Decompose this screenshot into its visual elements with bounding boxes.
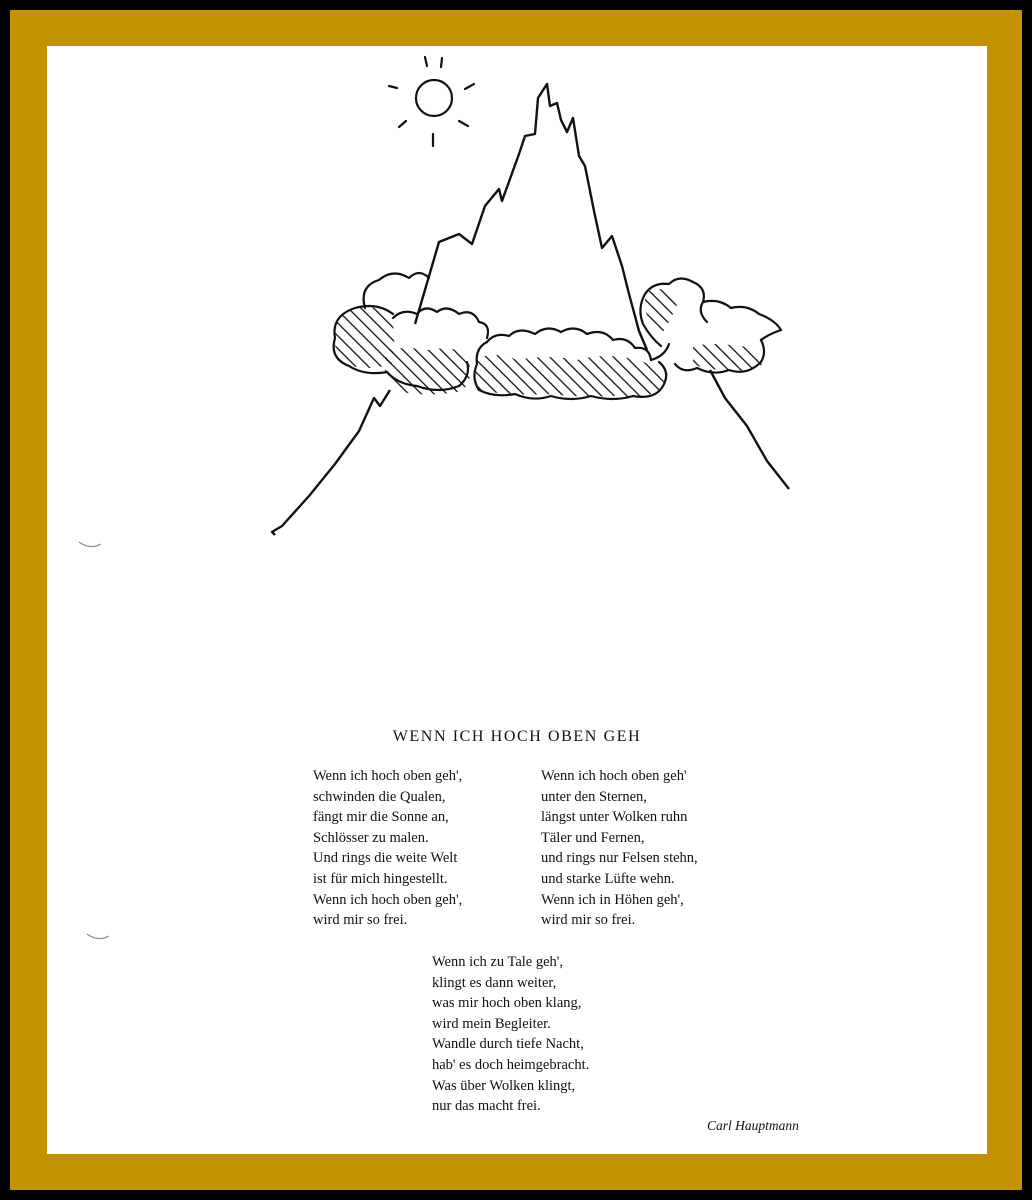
stanza-line: und rings nur Felsen stehn, bbox=[541, 850, 698, 867]
punch-mark-1 bbox=[77, 540, 103, 550]
stanza-line: Täler und Fernen, bbox=[541, 829, 645, 846]
stanza-3 bbox=[432, 952, 589, 1117]
stanza-line: klingt es dann weiter, bbox=[432, 974, 557, 991]
stanza-line: wird mein Begleiter. bbox=[432, 1015, 551, 1032]
poem-title: WENN ICH HOCH OBEN GEH bbox=[392, 728, 642, 745]
stanza-line: Wenn ich hoch oben geh' bbox=[541, 768, 687, 784]
stanza-line: schwinden die Qualen, bbox=[313, 788, 446, 805]
stanza-line: ist für mich hingestellt. bbox=[313, 870, 448, 887]
punch-mark-2 bbox=[85, 932, 111, 942]
mountain-right-slope bbox=[710, 370, 789, 489]
stanza-line: Wenn ich hoch oben geh', bbox=[313, 768, 463, 784]
stanza-line: fängt mir die Sonne an, bbox=[313, 809, 449, 826]
stanza-line: Schlösser zu malen. bbox=[313, 829, 429, 846]
paper-page bbox=[47, 46, 987, 1154]
stanza-line: nur das macht frei. bbox=[432, 1098, 541, 1115]
sun-icon bbox=[389, 57, 474, 146]
stanza-line: Wenn ich in Höhen geh', bbox=[541, 891, 684, 908]
stanza-2 bbox=[541, 766, 698, 931]
mountain-peak bbox=[415, 84, 647, 350]
author-signature: Carl Hauptmann bbox=[707, 1118, 799, 1133]
stanza-line: Was über Wolken klingt, bbox=[432, 1077, 576, 1094]
stanza-line: wird mir so frei. bbox=[313, 912, 408, 929]
mountain-left-slope bbox=[272, 390, 390, 535]
stanza-1 bbox=[313, 766, 462, 931]
stanza-line: Wenn ich zu Tale geh', bbox=[432, 954, 564, 970]
stanza-line: hab' es doch heimgebracht. bbox=[432, 1056, 590, 1073]
stanza-line: längst unter Wolken ruhn bbox=[541, 809, 688, 826]
stanza-line: Und rings die weite Welt bbox=[313, 850, 458, 867]
stanza-line: Wenn ich hoch oben geh', bbox=[313, 891, 463, 908]
stanza-line: Wandle durch tiefe Nacht, bbox=[432, 1036, 584, 1053]
stanza-line: unter den Sternen, bbox=[541, 788, 647, 805]
stanza-line: wird mir so frei. bbox=[541, 912, 636, 929]
mountain-illustration bbox=[47, 46, 987, 606]
stanza-line: und starke Lüfte wehn. bbox=[541, 870, 675, 887]
stanza-line: was mir hoch oben klang, bbox=[432, 995, 582, 1012]
